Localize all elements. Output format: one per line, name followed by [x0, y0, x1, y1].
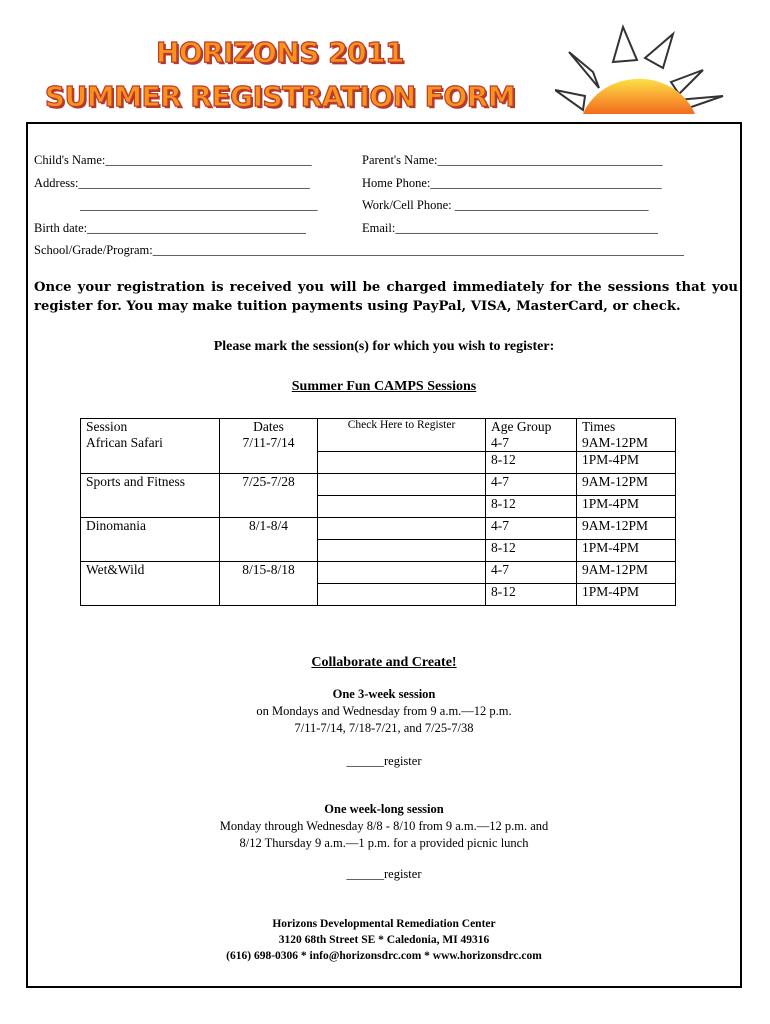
session-dates: 8/15-8/18	[220, 562, 318, 584]
session-time: 9AM-12PM	[577, 518, 676, 540]
session1-title: One 3-week session	[332, 687, 436, 701]
age-group: 4-7	[491, 435, 509, 450]
times-header	[577, 419, 676, 452]
payment-notice: Once your registration is received you will be charged immediately for the sessions that you register for. You may make tuition payments using PayPal, VISA, MasterCard, or check.	[34, 280, 738, 314]
session2-schedule: Monday through Wednesday 8/8 - 8/10 from 9 a.m.—12 p.m. and	[219, 819, 549, 833]
work-phone-field[interactable]: Work/Cell Phone: _______________________________	[362, 198, 649, 212]
session-name: Sports and Fitness	[81, 474, 220, 496]
age-header	[486, 419, 577, 452]
register-checkbox-cell[interactable]	[318, 496, 486, 518]
table-row	[81, 584, 676, 606]
register-checkbox-cell[interactable]	[318, 540, 486, 562]
header-label: Times	[582, 419, 616, 434]
header-label: Dates	[253, 419, 284, 434]
age-group: 8-12	[486, 540, 577, 562]
address-line2-field[interactable]: ______________________________________	[80, 198, 318, 212]
session-name: African Safari	[86, 435, 163, 450]
mark-instruction: Please mark the session(s) for which you wish to register:	[213, 339, 555, 354]
table-row	[81, 518, 676, 540]
camps-title: Summer Fun CAMPS Sessions	[291, 379, 477, 394]
home-phone-field[interactable]: Home Phone:_____________________________________	[362, 176, 662, 190]
session2-lunch: 8/12 Thursday 9 a.m.—1 p.m. for a provided picnic lunch	[239, 836, 529, 850]
address-field[interactable]: Address:_____________________________________	[34, 176, 310, 190]
session-dates: 7/25-7/28	[220, 474, 318, 496]
dates-header	[220, 419, 318, 452]
session-time: 1PM-4PM	[577, 452, 676, 474]
session-time: 9AM-12PM	[577, 562, 676, 584]
footer-address: 3120 68th Street SE * Caledonia, MI 49316	[278, 934, 490, 946]
collab-title: Collaborate and Create!	[311, 655, 457, 670]
register-checkbox-cell[interactable]	[318, 474, 486, 496]
age-group: 4-7	[486, 518, 577, 540]
register-checkbox-cell[interactable]	[318, 452, 486, 474]
age-group: 8-12	[486, 496, 577, 518]
session-name: Wet&Wild	[81, 562, 220, 584]
age-group: 8-12	[486, 584, 577, 606]
sessions-table	[80, 418, 676, 606]
session-header	[81, 419, 220, 452]
age-group: 8-12	[486, 452, 577, 474]
session-dates: 7/11-7/14	[242, 435, 295, 450]
school-field[interactable]: School/Grade/Program:_____________________________________________________________________________________	[34, 243, 684, 257]
child-name-field[interactable]: Child's Name:_________________________________	[34, 153, 312, 167]
age-group: 4-7	[486, 562, 577, 584]
session-time: 9AM-12PM	[577, 474, 676, 496]
session1-register[interactable]: ______register	[346, 754, 422, 768]
session2-title: One week-long session	[324, 802, 444, 816]
table-row	[81, 562, 676, 584]
footer-org: Horizons Developmental Remediation Center	[272, 918, 496, 930]
session-name: Dinomania	[81, 518, 220, 540]
email-field[interactable]: Email:__________________________________________	[362, 221, 658, 235]
check-header	[318, 419, 486, 452]
header-label: Check Here to Register	[347, 419, 456, 431]
table-row	[81, 419, 676, 452]
register-checkbox-cell[interactable]	[318, 562, 486, 584]
title-line-1: HORIZONS 2011	[155, 36, 405, 69]
session1-schedule: on Mondays and Wednesday from 9 a.m.—12 p.m.	[256, 704, 512, 718]
header-label: Age Group	[491, 419, 552, 434]
title-line-2: SUMMER REGISTRATION FORM	[44, 80, 516, 113]
age-group: 4-7	[486, 474, 577, 496]
table-row	[81, 496, 676, 518]
register-checkbox-cell[interactable]	[318, 518, 486, 540]
session-time: 1PM-4PM	[577, 540, 676, 562]
table-row	[81, 452, 676, 474]
session-dates: 8/1-8/4	[220, 518, 318, 540]
sun-logo	[555, 22, 730, 122]
footer-contact: (616) 698-0306 * info@horizonsdrc.com * www.horizonsdrc.com	[226, 950, 542, 962]
table-row	[81, 474, 676, 496]
session-time: 1PM-4PM	[577, 584, 676, 606]
table-row	[81, 540, 676, 562]
session-time: 9AM-12PM	[582, 435, 649, 450]
session1-dates: 7/11-7/14, 7/18-7/21, and 7/25-7/38	[294, 721, 474, 735]
session-time: 1PM-4PM	[577, 496, 676, 518]
session2-register[interactable]: ______register	[346, 867, 422, 881]
register-checkbox-cell[interactable]	[318, 584, 486, 606]
header-label: Session	[86, 419, 128, 434]
birth-date-field[interactable]: Birth date:___________________________________	[34, 221, 306, 235]
parent-name-field[interactable]: Parent's Name:____________________________________	[362, 153, 663, 167]
